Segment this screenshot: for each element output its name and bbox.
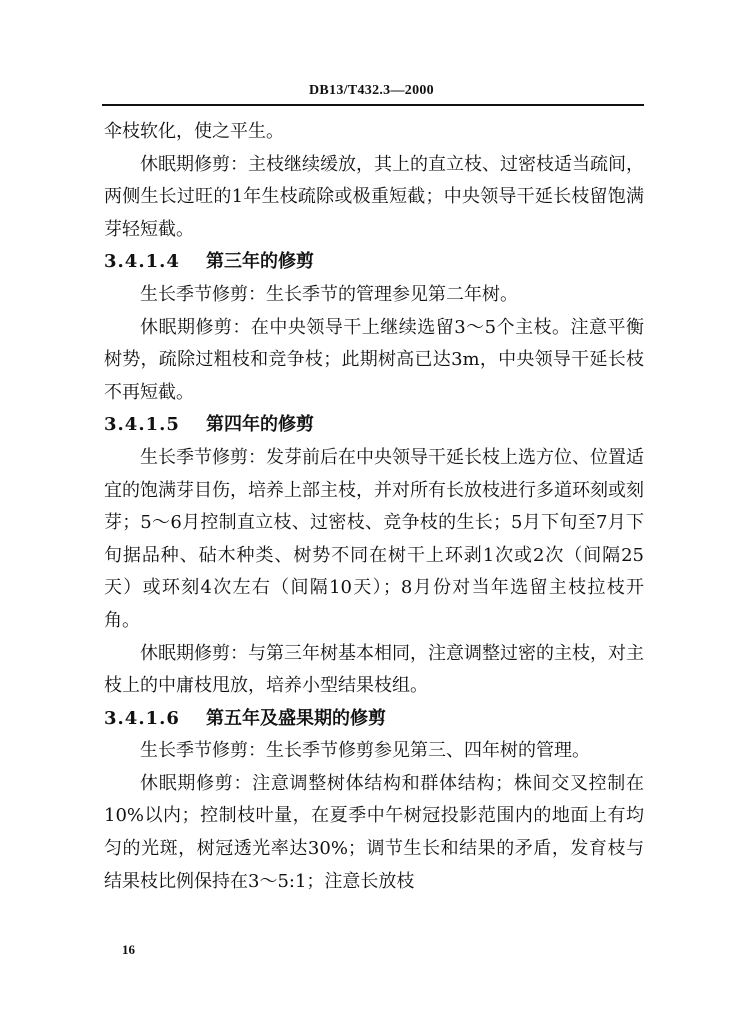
section-number: 3.4.1.4 (104, 251, 180, 273)
section-heading-3-4-1-6 (104, 703, 644, 736)
paragraph-dormant-pruning-2nd-year: 休眠期修剪：主枝继续缓放，其上的直立枝、过密枝适当疏间，两侧生长过旺的1年生枝疏除或极重短截；中央领导干延长枝留饱满芽轻短截。 (104, 153, 644, 240)
paragraph-dormant-pruning: 休眠期修剪：注意调整树体结构和群体结构；株间交叉控制在10%以内；控制枝叶量，在夏季中午树冠投影范围内的地面上有均匀的光斑，树冠透光率达30%；调节生长和结果的矛盾，发育枝与结果枝比例保持在3～5:1；注意长放枝 (104, 772, 644, 892)
page-number: 16 (122, 942, 135, 957)
section-number: 3.4.1.5 (104, 414, 180, 436)
section-number: 3.4.1.6 (104, 707, 180, 729)
paragraph-dormant-pruning: 休眠期修剪：与第三年树基本相同，注意调整过密的主枝，对主枝上的中庸枝甩放，培养小型结果枝组。 (104, 642, 644, 697)
body-text (104, 116, 644, 898)
section-title: 第三年的修剪 (206, 251, 314, 273)
section-title: 第五年及盛果期的修剪 (206, 707, 386, 729)
paragraph-dormant-pruning: 休眠期修剪：在中央领导干上继续选留3～5个主枝。注意平衡树势，疏除过粗枝和竞争枝；此期树高已达3m，中央领导干延长枝不再短截。 (104, 316, 644, 403)
paragraph-continued: 伞枝软化，使之平生。 (104, 121, 284, 142)
header-rule (102, 104, 644, 106)
section-heading-3-4-1-4 (104, 246, 644, 279)
standard-code: DB13/T432.3—2000 (309, 83, 434, 98)
paragraph-growing-season-pruning: 生长季节修剪：发芽前后在中央领导干延长枝上选方位、位置适宜的饱满芽目伤，培养上部主枝，并对所有长放枝进行多道环刻或刻芽；5～6月控制直立枝、过密枝、竞争枝的生长；5月下旬至7月下旬据品种、砧木种类、树势不同在树干上环剥1次或2次（间隔25天）或环刻4次左右（间隔10天）；8月份对当年选留主枝拉枝开角。 (104, 446, 644, 631)
paragraph-growing-season-pruning: 生长季节修剪：生长季节的管理参见第二年树。 (140, 283, 518, 305)
section-heading-3-4-1-5 (104, 409, 644, 442)
paragraph-growing-season-pruning: 生长季节修剪：生长季节修剪参见第三、四年树的管理。 (140, 740, 590, 762)
section-title: 第四年的修剪 (206, 414, 314, 436)
